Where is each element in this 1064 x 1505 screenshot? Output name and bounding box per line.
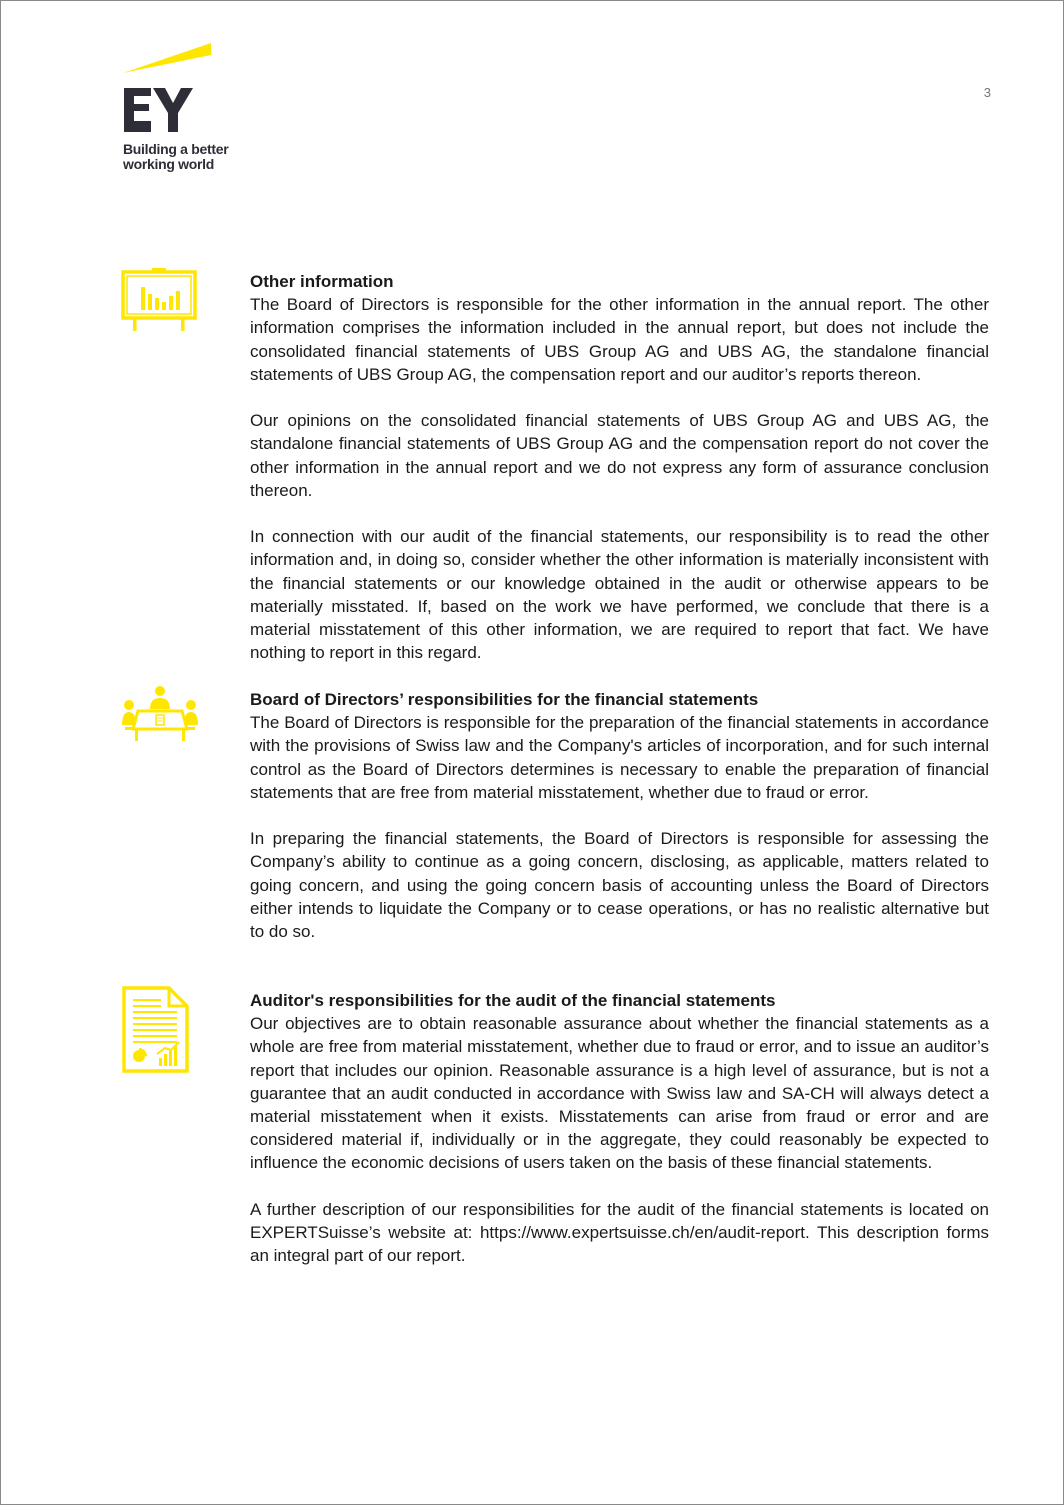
tagline-line-2: working world	[123, 156, 214, 172]
section-paragraph: Our opinions on the consolidated financial statements of UBS Group AG and UBS AG, the standalone financial statements of UBS Group AG and the compensation report do not cover the other information in the annual report and we do not express any form of assurance conclusion thereon.	[250, 411, 989, 500]
page-number: 3	[983, 85, 991, 100]
presentation-chart-icon	[121, 267, 199, 333]
section-heading: Board of Directors’ responsibilities for the financial statements	[250, 690, 759, 709]
tagline-line-1: Building a better	[123, 141, 229, 157]
section-heading: Auditor's responsibilities for the audit of the financial statements	[250, 991, 776, 1010]
section-paragraph: The Board of Directors is responsible for the other information in the annual report. The other information comprises the information included in the annual report, but does not include the consolidated financial statements of UBS Group AG and UBS AG, the standalone financial statements of UBS Group AG, the compensation report and our auditor’s reports thereon.	[250, 295, 989, 384]
section-board-responsibilities	[250, 688, 989, 943]
section-paragraph: Our objectives are to obtain reasonable assurance about whether the financial statements as a whole are free from material misstatement, whether due to fraud or error, and to issue an auditor’s report that includes our opinion. Reasonable assurance is a high level of assurance, but is not a guarantee that an audit conducted in accordance with Swiss law and SA-CH will always detect a material misstatement when it exists. Misstatements can arise from fraud or error and are considered material if, individually or in the aggregate, they could reasonably be expected to influence the economic decisions of users taken on the basis of these financial statements.	[250, 1014, 989, 1173]
section-paragraph: The Board of Directors is responsible for the preparation of the financial statements in accordance with the provisions of Swiss law and the Company's articles of incorporation, and for such internal control as the Board of Directors determines is necessary to enable the preparation of financial statements that are free from material misstatement, whether due to fraud or error.	[250, 713, 989, 802]
section-paragraph: In connection with our audit of the financial statements, our responsibility is to read the other information and, in doing so, consider whether the other information is materially inconsistent with the financial statements or our knowledge obtained in the audit or otherwise appears to be materially misstated. If, based on the work we have performed, we conclude that there is a material misstatement of this other information, we are required to report that fact. We have nothing to report in this regard.	[250, 527, 989, 663]
section-paragraph: In preparing the financial statements, the Board of Directors is responsible for assessing the Company’s ability to continue as a going concern, disclosing, as applicable, matters related to going concern, and using the going concern basis of accounting unless the Board of Directors either intends to liquidate the Company or to cease operations, or has no realistic alternative but to do so.	[250, 829, 989, 942]
section-heading: Other information	[250, 272, 394, 291]
logo-tagline	[123, 142, 228, 172]
section-auditor-responsibilities	[250, 989, 989, 1267]
ey-logo-mark	[121, 41, 251, 141]
meeting-table-icon	[121, 685, 201, 745]
section-other-information	[250, 270, 989, 664]
section-paragraph: A further description of our responsibilities for the audit of the financial statements is located on EXPERTSuisse’s website at: https://www.expertsuisse.ch/en/audit-report. This description forms an integral part of our report.	[250, 1199, 989, 1266]
report-document-icon	[121, 986, 191, 1074]
